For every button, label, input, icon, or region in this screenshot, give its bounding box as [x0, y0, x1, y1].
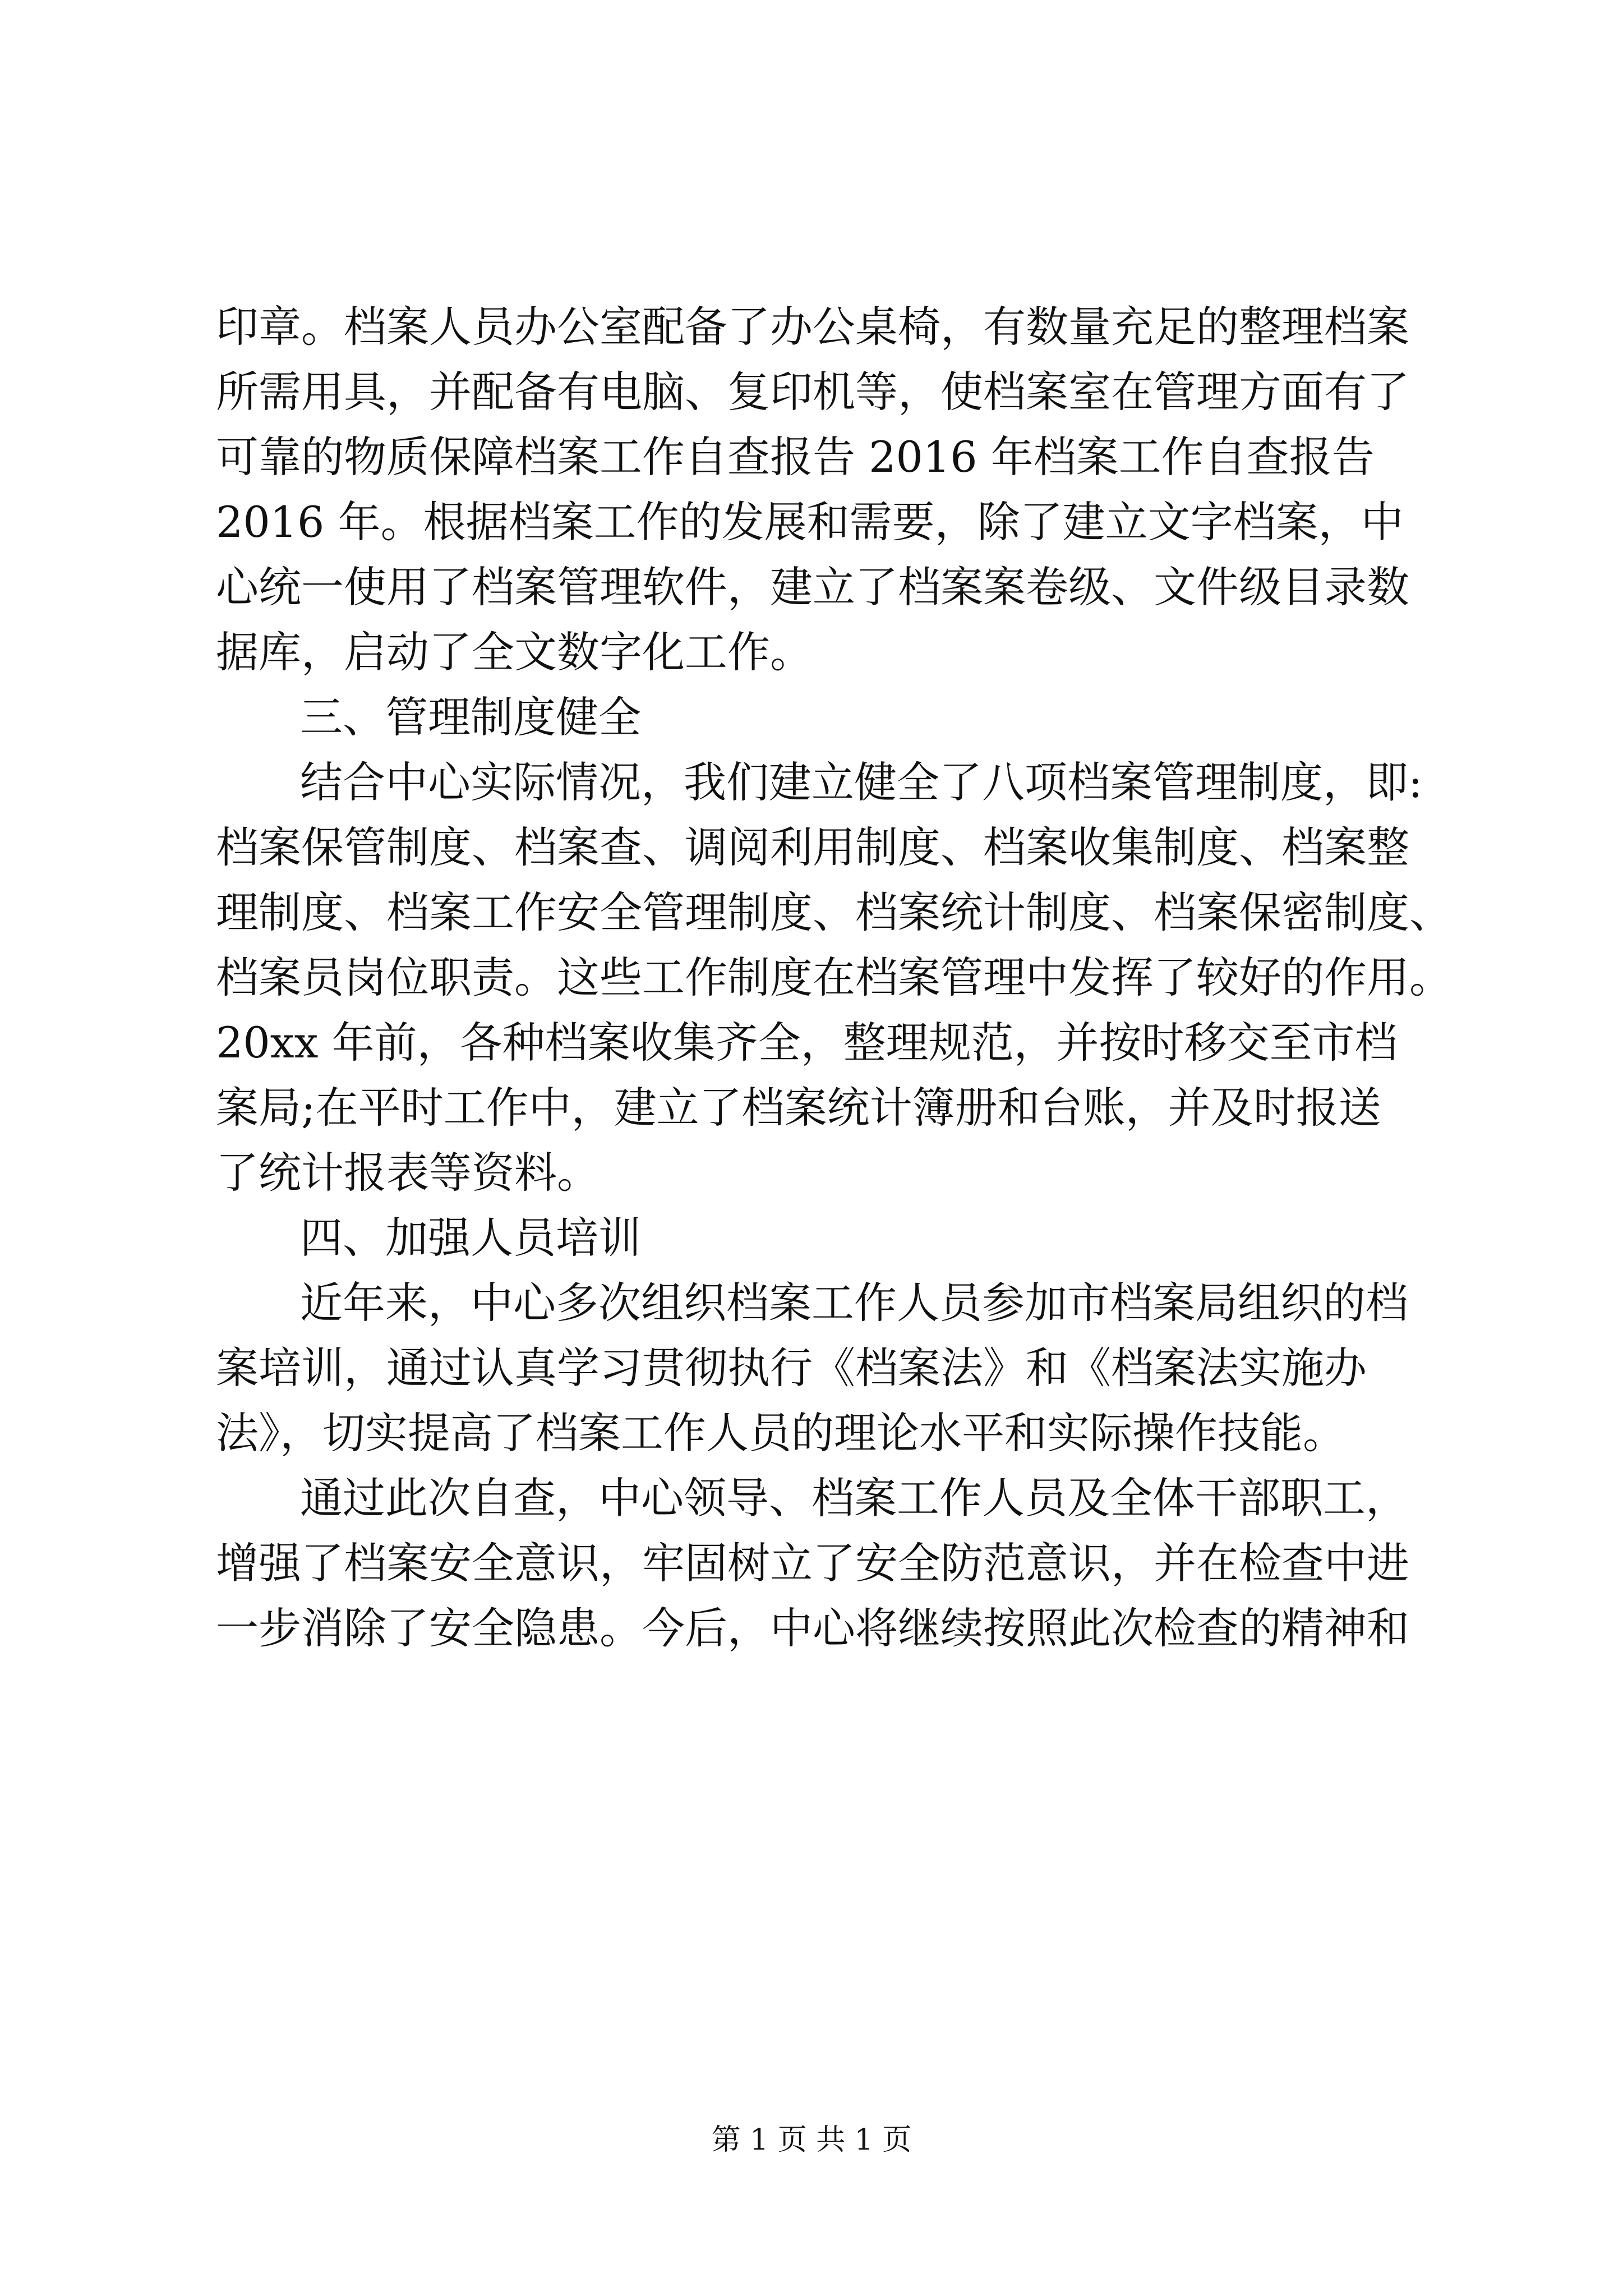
- body-line: 案局;在平时工作中，建立了档案统计簿册和台账，并及时报送: [216, 1083, 1381, 1133]
- body-line: 一步消除了安全隐患。今后，中心将继续按照此次检查的精神和: [216, 1603, 1409, 1653]
- body-line: 了统计报表等资料。: [216, 1148, 600, 1198]
- section-heading: 四、加强人员培训: [300, 1213, 641, 1263]
- body-line: 档案保管制度、档案查、调阅利用制度、档案收集制度、档案整: [216, 822, 1409, 872]
- body-line: 理制度、档案工作安全管理制度、档案统计制度、档案保密制度、: [216, 887, 1452, 937]
- page-footer: [0, 2120, 1623, 2160]
- paragraph-first-line: 通过此次自查，中心领导、档案工作人员及全体干部职工，: [300, 1473, 1408, 1523]
- body-line: 印章。档案人员办公室配备了办公桌椅，有数量充足的整理档案: [216, 302, 1409, 352]
- section-heading: 三、管理制度健全: [300, 692, 641, 742]
- body-line: 增强了档案安全意识，牢固树立了安全防范意识，并在检查中进: [216, 1538, 1409, 1588]
- body-line: 心统一使用了档案管理软件，建立了档案案卷级、文件级目录数: [216, 562, 1409, 612]
- body-line: 案培训，通过认真学习贯彻执行《档案法》和《档案法实施办: [216, 1343, 1367, 1393]
- paragraph-first-line: 近年来，中心多次组织档案工作人员参加市档案局组织的档: [300, 1278, 1408, 1328]
- body-line: 20xx 年前，各种档案收集齐全，整理规范，并按时移交至市档: [216, 1018, 1398, 1068]
- body-line: 档案员岗位职责。这些工作制度在档案管理中发挥了较好的作用。: [216, 953, 1452, 1002]
- body-line: 所需用具，并配备有电脑、复印机等，使档案室在管理方面有了: [216, 367, 1409, 417]
- body-line: 可靠的物质保障档案工作自查报告 2016 年档案工作自查报告: [216, 432, 1375, 482]
- body-line: 法》，切实提高了档案工作人员的理论水平和实际操作技能。: [216, 1408, 1345, 1458]
- body-line: 据库，启动了全文数字化工作。: [216, 627, 813, 677]
- body-line: 2016 年。根据档案工作的发展和需要，除了建立文字档案，中: [216, 497, 1404, 547]
- document-body: [216, 295, 1452, 1661]
- page-number-label: 第 1 页 共 1 页: [711, 2123, 912, 2157]
- paragraph-first-line: 结合中心实际情况，我们建立健全了八项档案管理制度，即:: [300, 757, 1423, 807]
